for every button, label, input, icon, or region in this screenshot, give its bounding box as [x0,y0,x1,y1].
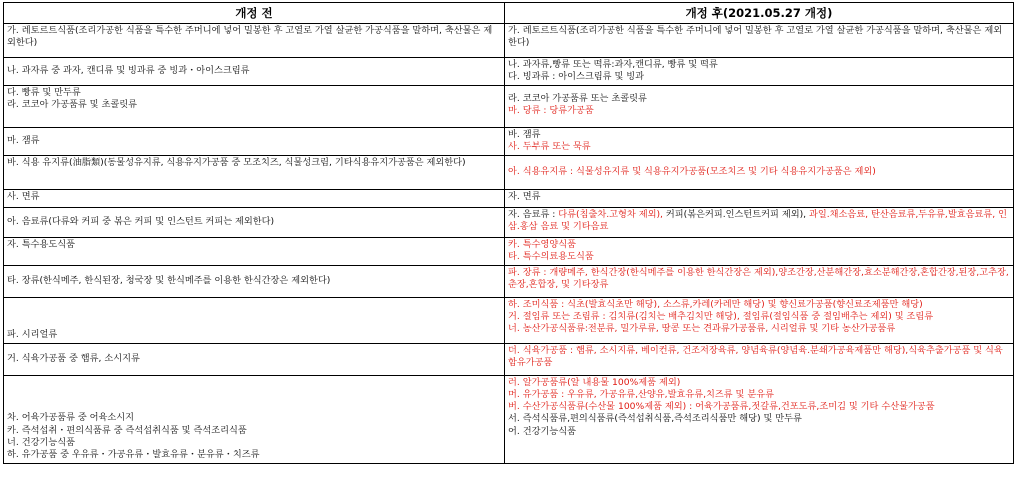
before-cell [4,265,505,297]
table-row [4,297,1014,343]
after-cell [505,343,1014,375]
after-cell [505,128,1014,156]
after-cell [505,189,1014,207]
after-item: 나. 과자류,빵류 또는 떡류:과자,캔디류, 빵류 및 떡류 [508,59,718,70]
after-cell [505,58,1014,86]
after-cell [505,375,1014,463]
after-cell [505,86,1014,128]
text-run-changed: 과일.채소음료, 탄산음료류,두유류,발효음료류, 인삼.홍삼 음료 및 기타음료 [508,208,1007,232]
table-row [4,265,1014,297]
after-item: 라. 코코아 가공품류 또는 초콜릿류 [508,93,647,104]
after-cell [505,24,1014,58]
text-run: 커피(볶은커피.인스턴트커피 제외), [662,208,809,220]
before-cell [4,297,505,343]
after-item: 서. 즉석식품류,편의식품류(즉석섭취식품,즉석조리식품만 해당) 및 만두류 [508,413,802,425]
revision-comparison-table [3,2,1014,464]
before-item: 나. 과자류 중 과자, 캔디류 및 빙과류 중 빙과・아이스크림류 [7,65,250,77]
after-item: 카. 특수영양식품 [508,238,576,250]
table-row [4,237,1014,265]
before-cell [4,375,505,463]
before-header: 개정 전 [4,3,505,24]
table-row [4,207,1014,237]
before-cell [4,24,505,58]
table-row [4,128,1014,156]
after-item: 자. 면류 [508,190,541,202]
after-item: 러. 알가공품류(알 내용물 100%제품 제외) [508,376,681,388]
before-item: 아. 음료류(다류와 커피 중 볶은 커피 및 인스턴트 커피는 제외한다) [7,215,275,227]
after-item: 타. 특수의료용도식품 [508,250,594,262]
before-cell [4,155,505,189]
after-item: 더. 식육가공품 : 햄류, 소시지류, 베이컨류, 건조저장육류, 양념육류(양념육.분쇄가공육제품만 해당),식육추출가공품 및 식육함유가공품 [508,344,1003,368]
table-row [4,24,1014,58]
after-header: 개정 후(2021.05.27 개정) [505,3,1014,24]
after-item: 가. 레토르트식품(조리가공한 식품을 특수한 주머니에 넣어 밀봉한 후 고열로 가열 살균한 가공식품을 말하며, 축산물은 제외한다) [508,25,1003,49]
before-item: 사. 면류 [7,190,40,202]
after-item: 머. 유가공품 : 우유류, 가공유류,산양유,발효유류,치즈류 및 분유류 [508,388,774,400]
text-run-changed: 다류(침출차.고형차 제외), [558,208,663,220]
before-cell [4,237,505,265]
before-cell [4,207,505,237]
header-row [4,3,1014,24]
table-row [4,189,1014,207]
before-item: 가. 레토르트식품(조리가공한 식품을 특수한 주머니에 넣어 밀봉한 후 고열로 가열 살균한 가공식품을 말하며, 축산물은 제외한다) [7,25,493,49]
before-item: 타. 장류(한식메주, 한식된장, 청국장 및 한식메주를 이용한 한식간장은 제외한다) [7,274,331,286]
table-row [4,375,1014,463]
before-item: 카. 즉석섭취・편의식품류 중 즉석섭취식품 및 즉석조리식품 [7,424,247,436]
before-cell [4,86,505,128]
after-item: 사. 두부류 또는 묵류 [508,141,591,153]
table-row [4,155,1014,189]
after-item: 파. 장류 : 개량메주, 한식간장(한식메주를 이용한 한식간장은 제외),양조간장,산분해간장,효소분해간장,혼합간장,된장,고추장,춘장,혼합장, 및 기타장류 [508,266,1009,290]
before-item: 자. 특수용도식품 [7,238,75,250]
before-item: 라. 코코아 가공품류 및 초콜릿류 [7,99,137,111]
after-cell [505,297,1014,343]
before-cell [4,343,505,375]
after-item: 아. 식용유지류 : 식물성유지류 및 식용유지가공품(모조치즈 및 기타 식용유지가공품은 제외) [508,165,876,177]
after-cell [505,207,1014,237]
table-row [4,343,1014,375]
after-item: 다. 빙과류 : 아이스크림류 및 빙과 [508,71,644,83]
table-row [4,86,1014,128]
after-cell [505,155,1014,189]
after-item: 바. 잼류 [508,129,541,140]
before-item: 너. 건강기능식품 [7,437,75,448]
before-cell [4,189,505,207]
before-item: 다. 빵류 및 만두류 [7,87,81,98]
after-item: 거. 절임류 또는 조림류 : 김치류(김치는 배추김치만 해당), 절임류(절임식품 중 절임배추는 제외) 및 조림류 [508,310,934,322]
before-cell [4,58,505,86]
table-row [4,58,1014,86]
before-item: 파. 시리얼류 [7,329,58,341]
after-item: 버. 수산가공식품류(수산물 100%제품 제외) : 어육가공품류,젓갈류,건포도류,조미김 및 기타 수산물가공품 [508,401,935,413]
before-item: 마. 잼류 [7,135,40,147]
before-item: 하. 유가공품 중 우유류・가공유류・발효유류・분유류・치즈류 [7,449,260,461]
before-item: 차. 어육가공품류 중 어육소시지 [7,412,135,424]
after-item [508,209,1010,234]
before-cell [4,128,505,156]
after-item: 마. 당류 : 당류가공품 [508,105,594,117]
text-run: 자. 음료류 : [508,208,559,220]
after-item: 너. 농산가공식품류:전분류, 밀가루류, 땅콩 또는 견과류가공품류, 시리얼류 및 기타 농산가공품류 [508,323,896,335]
after-cell [505,237,1014,265]
after-item: 어. 건강기능식품 [508,425,576,437]
after-item: 하. 조미식품 : 식초(발효식초만 해당), 소스류,카레(카레만 해당) 및 향신료가공품(향신료조제품만 해당) [508,298,923,310]
before-item: 바. 식용 유지류(油脂類)(동물성유지류, 식용유지가공품 중 모조치즈, 식물성크림, 기타식용유지가공품은 제외한다) [7,156,466,168]
before-item: 거. 식육가공품 중 햄류, 소시지류 [7,352,140,364]
after-cell [505,265,1014,297]
